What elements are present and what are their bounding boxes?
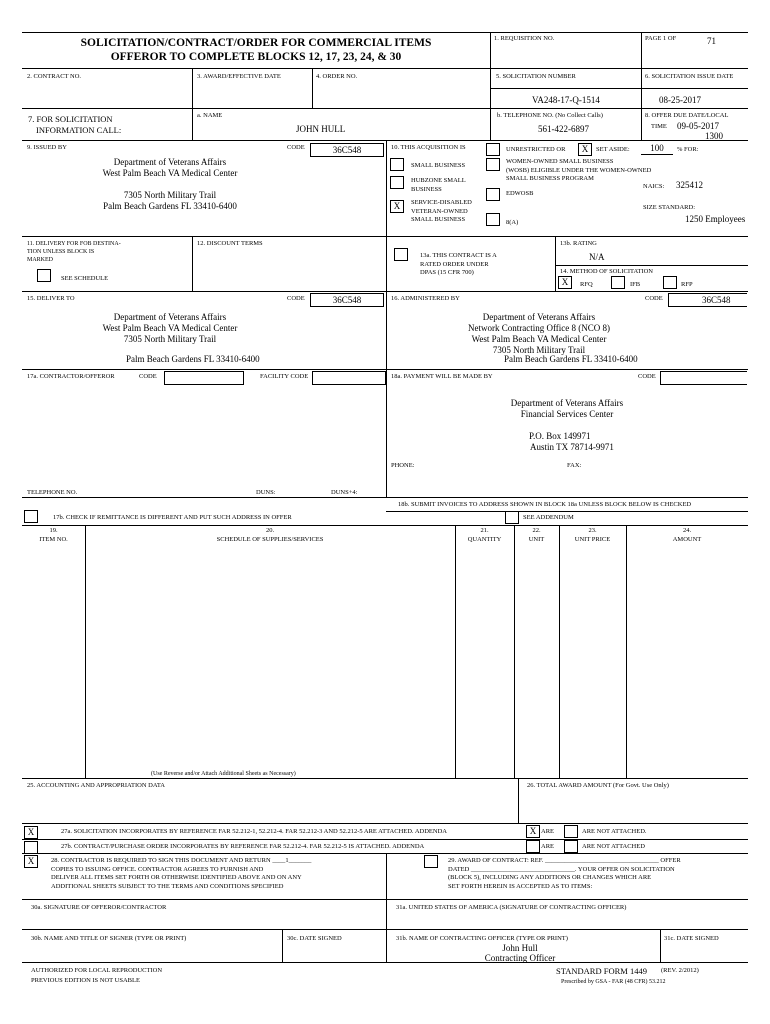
accounting-label: 25. ACCOUNTING AND APPROPRIATION DATA: [27, 782, 165, 789]
rule: [660, 929, 661, 962]
solicitation-number: VA248-17-Q-1514: [532, 95, 600, 105]
30b-label: 30b. NAME AND TITLE OF SIGNER (TYPE OR PRINT): [31, 935, 187, 942]
rule: [22, 497, 748, 498]
issue-date: 08-25-2017: [659, 95, 701, 105]
sdvosb-label: SERVICE-DISABLED VETERAN-OWNED SMALL BUSINESS: [411, 199, 472, 223]
ifb-checkbox[interactable]: [611, 276, 625, 289]
rfq-label: RFQ: [580, 281, 593, 288]
form-prescribed: Prescribed by GSA - FAR (48 CFR) 53.212: [561, 979, 666, 985]
method-label: 14. METHOD OF SOLICITATION: [560, 268, 654, 275]
deliver-to-code: 36C548: [332, 295, 362, 305]
administered-by-code: 36C548: [702, 295, 731, 305]
facility-code-field[interactable]: [312, 371, 386, 385]
30a-label: 30a. SIGNATURE OF OFFEROR/CONTRACTOR: [31, 904, 167, 911]
payment-city: Austin TX 78714-9971: [530, 442, 614, 452]
27a-are-not-label: ARE NOT ATTACHED.: [582, 828, 647, 835]
time-label: TIME: [651, 123, 667, 130]
29-text: 29. AWARD OF CONTRACT: REF. ___________________________________ OFFER DATED ________________________________. YOUR OFFER ON SOLICITATION (BLOCK 5), INCLUDING ANY ADDITIONS OR CHANGES WHICH ARE SET FORTH HEREIN IS ACCEPTED AS TO ITEMS:: [448, 857, 681, 890]
form-title-line1: SOLICITATION/CONTRACT/ORDER FOR COMMERCIAL ITEMS: [80, 37, 432, 49]
deliver-to-code-label: CODE: [287, 295, 305, 302]
facility-code-label: FACILITY CODE: [260, 373, 309, 380]
27b-text: 27b. CONTRACT/PURCHASE ORDER INCORPORATES BY REFERENCE FAR 52.212-4. FAR 52.212-5 IS ATTACHED. ADDENDA: [61, 843, 425, 850]
remittance-label: 17b. CHECK IF REMITTANCE IS DIFFERENT AND PUT SUCH ADDRESS IN OFFER: [53, 514, 292, 521]
27a-checkbox[interactable]: X: [24, 826, 38, 839]
31b-label: 31b. NAME OF CONTRACTING OFFICER (TYPE OR PRINT): [396, 935, 568, 942]
solicitation-number-label: 5. SOLICITATION NUMBER: [496, 73, 576, 80]
rule: [22, 929, 748, 930]
rule: [22, 525, 748, 526]
for-solicitation-label: 7. FOR SOLICITATION: [28, 114, 113, 124]
31c-label: 31c. DATE SIGNED: [664, 935, 719, 942]
rule: [312, 68, 313, 108]
rule: [192, 236, 193, 291]
telephone-no-label: TELEPHONE NO.: [27, 489, 78, 496]
sdvosb-checkbox[interactable]: X: [390, 200, 404, 213]
rule: [22, 68, 748, 69]
rfp-checkbox[interactable]: [663, 276, 677, 289]
rule: [641, 32, 642, 140]
payment-code-field[interactable]: [660, 371, 747, 385]
rule: [555, 265, 748, 266]
rated-order-checkbox[interactable]: [394, 248, 408, 261]
payment-po-box: P.O. Box 149971: [529, 431, 591, 441]
telephone-number: 561-422-6897: [538, 124, 589, 134]
contract-no-label: 2. CONTRACT NO.: [27, 73, 82, 80]
27b-are-not-label: ARE NOT ATTACHED: [582, 843, 645, 850]
issue-date-label: 6. SOLICITATION ISSUE DATE: [645, 73, 734, 80]
duns-label: DUNS:: [256, 489, 276, 496]
form-name: STANDARD FORM 1449: [556, 966, 647, 976]
size-standard-label: SIZE STANDARD:: [643, 204, 696, 211]
payment-fax-label: FAX:: [567, 462, 582, 469]
col-schedule: 20. SCHEDULE OF SUPPLIES/SERVICES: [216, 527, 324, 543]
27b-checkbox[interactable]: [24, 841, 38, 854]
administered-by-label: 16. ADMINISTERED BY: [391, 295, 460, 302]
27b-are-label: ARE: [541, 843, 554, 850]
set-aside-checkbox[interactable]: X: [578, 143, 592, 156]
order-no-label: 4. ORDER NO.: [316, 73, 358, 80]
rule: [282, 929, 283, 962]
see-schedule-checkbox[interactable]: [37, 269, 51, 282]
col-unit: 22. UNIT: [528, 527, 545, 543]
see-schedule-label: SEE SCHEDULE: [61, 275, 109, 282]
rfp-label: RFP: [681, 281, 693, 288]
col-unit-price: 23. UNIT PRICE: [574, 527, 611, 543]
acquisition-label: 10. THIS ACQUISITION IS: [391, 144, 466, 151]
hubzone-label: HUBZONE SMALL BUSINESS: [411, 177, 466, 193]
ifb-label: IFB: [630, 281, 641, 288]
rule: [22, 369, 748, 370]
rule: [386, 511, 748, 512]
footer-authorized: AUTHORIZED FOR LOCAL REPRODUCTION: [31, 967, 163, 974]
rule: [22, 108, 748, 109]
rule: [22, 839, 748, 840]
naics-label: NAICS:: [643, 183, 665, 190]
27a-text: 27a. SOLICITATION INCORPORATES BY REFERENCE FAR 52.212-1, 52.212-4. FAR 52.212-3 AND 52.212-5 ARE ATTACHED. ADDENDA: [61, 828, 447, 835]
form-title-line2: OFFEROR TO COMPLETE BLOCKS 12, 17, 23, 24, & 30: [110, 51, 402, 63]
page-label: PAGE 1 OF: [645, 35, 677, 42]
30c-label: 30c. DATE SIGNED: [287, 935, 342, 942]
edwosb-checkbox[interactable]: [486, 188, 500, 201]
rule: [22, 899, 748, 900]
contact-name: JOHN HULL: [296, 124, 346, 134]
eight-a-label: 8(A): [506, 219, 519, 226]
administered-by-city: Palm Beach Gardens FL 33410-6400: [504, 354, 638, 364]
rule: [22, 140, 748, 141]
small-business-label: SMALL BUSINESS: [411, 162, 466, 169]
rule: [555, 236, 556, 291]
small-business-checkbox[interactable]: [390, 158, 404, 171]
size-standard: 1250 Employees: [685, 214, 746, 224]
27a-are-label: ARE: [541, 828, 554, 835]
rule: [22, 853, 748, 854]
rfq-checkbox[interactable]: X: [558, 276, 572, 289]
discount-terms-label: 12. DISCOUNT TERMS: [197, 240, 263, 247]
rule: [559, 525, 560, 778]
payment-address: Department of Veterans Affairs Financial Services Center: [510, 398, 624, 419]
administered-by-address: Department of Veterans Affairs Network Contracting Office 8 (NCO 8) West Palm Beach VA Medical Center 7305 North Military Trail: [467, 312, 611, 355]
27a-are-not-checkbox[interactable]: [564, 825, 578, 838]
rule: [22, 778, 748, 779]
rule: [490, 32, 491, 140]
rule: [22, 291, 748, 292]
deliver-to-code-field: [310, 293, 384, 307]
deliver-to-label: 15. DELIVER TO: [27, 295, 75, 302]
unrestricted-label: UNRESTRICTED OR: [506, 146, 566, 153]
name-label: a. NAME: [197, 112, 223, 119]
col-item-no: 19. ITEM NO.: [39, 527, 68, 543]
naics-code: 325412: [676, 180, 703, 190]
administered-by-code-field: [668, 293, 747, 307]
31a-label: 31a. UNITED STATES OF AMERICA (SIGNATURE OF CONTRACTING OFFICER): [396, 904, 627, 911]
issued-by-code-label: CODE: [287, 144, 305, 151]
see-addendum-label: SEE ADDENDUM: [523, 514, 574, 521]
submit-invoices-label: 18b. SUBMIT INVOICES TO ADDRESS SHOWN IN BLOCK 18a UNLESS BLOCK BELOW IS CHECKED: [398, 501, 692, 508]
hubzone-checkbox[interactable]: [390, 176, 404, 189]
contracting-officer-name: John Hull: [502, 943, 538, 953]
rating-label: 13b. RATING: [560, 240, 597, 247]
offer-due-label: 8. OFFER DUE DATE/LOCAL: [645, 112, 729, 119]
remittance-checkbox[interactable]: [24, 510, 38, 523]
payment-label: 18a. PAYMENT WILL BE MADE BY: [391, 373, 493, 380]
rated-order-label: 13a. THIS CONTRACT IS A RATED ORDER UNDER DPAS (15 CFR 700): [420, 252, 497, 276]
requisition-label: 1. REQUISITION NO.: [494, 35, 555, 42]
information-call-label: INFORMATION CALL:: [36, 125, 122, 135]
contractor-code-field[interactable]: [164, 371, 244, 385]
set-aside-percent: 100: [641, 143, 673, 155]
rule: [386, 853, 387, 962]
28-checkbox[interactable]: X: [24, 855, 38, 868]
27b-are-checkbox[interactable]: [526, 840, 540, 853]
eight-a-checkbox[interactable]: [486, 213, 500, 226]
rule: [490, 88, 748, 89]
total-award-label: 26. TOTAL AWARD AMOUNT (For Govt. Use Only): [527, 782, 669, 789]
issued-by-label: 9. ISSUED BY: [27, 144, 67, 151]
deliver-to-address: Department of Veterans Affairs West Palm Beach VA Medical Center 7305 North Military Trail: [102, 312, 238, 344]
footer-previous-edition: PREVIOUS EDITION IS NOT USABLE: [31, 977, 140, 984]
issued-by-address: Department of Veterans Affairs West Palm Beach VA Medical Center 7305 North Military Trail Palm Beach Gardens FL 33410-6400: [102, 157, 238, 211]
deliver-to-city: Palm Beach Gardens FL 33410-6400: [126, 354, 260, 364]
col-amount: 24. AMOUNT: [672, 527, 702, 543]
rating-value: N/A: [589, 252, 605, 262]
rule: [626, 525, 627, 778]
wosb-label: WOMEN-OWNED SMALL BUSINESS (WOSB) ELIGIBLE UNDER THE WOMEN-OWNED SMALL BUSINESS PROGRAM: [506, 158, 652, 182]
see-addendum-checkbox[interactable]: [505, 511, 519, 524]
percent-for-label: % FOR:: [677, 146, 699, 153]
payment-code-label: CODE: [638, 373, 656, 380]
rule: [85, 525, 86, 778]
edwosb-label: EDWOSB: [506, 190, 534, 197]
rule: [455, 525, 456, 778]
contractor-label: 17a. CONTRACTOR/OFFEROR: [27, 373, 115, 380]
29-checkbox[interactable]: [424, 855, 438, 868]
issued-by-code-field: [310, 143, 384, 157]
issued-by-code: 36C548: [332, 145, 362, 155]
award-date-label: 3. AWARD/EFFECTIVE DATE: [197, 73, 281, 80]
rule: [22, 962, 748, 963]
wosb-checkbox[interactable]: [486, 158, 500, 171]
page-total: 71: [707, 36, 716, 46]
offer-due-time: 1300: [705, 131, 723, 141]
rule: [22, 236, 748, 237]
rule: [514, 525, 515, 778]
rule: [518, 778, 519, 823]
administered-by-code-label: CODE: [645, 295, 663, 302]
rule: [192, 68, 193, 140]
unrestricted-checkbox[interactable]: [486, 143, 500, 156]
offer-due-date: 09-05-2017: [677, 121, 719, 131]
rule: [22, 32, 748, 33]
contractor-code-label: CODE: [139, 373, 157, 380]
schedule-footnote: (Use Reverse and/or Attach Additional Sheets as Necessary): [151, 771, 296, 777]
payment-phone-label: PHONE:: [391, 462, 415, 469]
28-text: 28. CONTRACTOR IS REQUIRED TO SIGN THIS DOCUMENT AND RETURN ____1_______ COPIES TO ISSUING OFFICE. CONTRACTOR AGREES TO FURNISH AND DELIVER ALL ITEMS SET FORTH OR OTHERWISE IDENTIFIED ABOVE AND ON ANY ADDITIONAL SHEETS SUBJECT TO THE TERMS AND CONDITIONS SPECIFIED: [51, 857, 312, 890]
contracting-officer-title: Contracting Officer: [484, 953, 556, 963]
duns4-label: DUNS+4:: [331, 489, 358, 496]
fob-destination-label: 11. DELIVERY FOR FOB DESTINA- TION UNLESS BLOCK IS MARKED: [27, 241, 121, 263]
telephone-label: b. TELEPHONE NO. (No Collect Calls): [497, 112, 603, 119]
col-quantity: 21. QUANTITY: [467, 527, 502, 543]
form-revision: (REV. 2/2012): [661, 967, 699, 974]
27a-are-checkbox[interactable]: X: [526, 825, 540, 838]
27b-are-not-checkbox[interactable]: [564, 840, 578, 853]
set-aside-label: SET ASIDE:: [596, 146, 630, 153]
rule: [22, 823, 748, 824]
